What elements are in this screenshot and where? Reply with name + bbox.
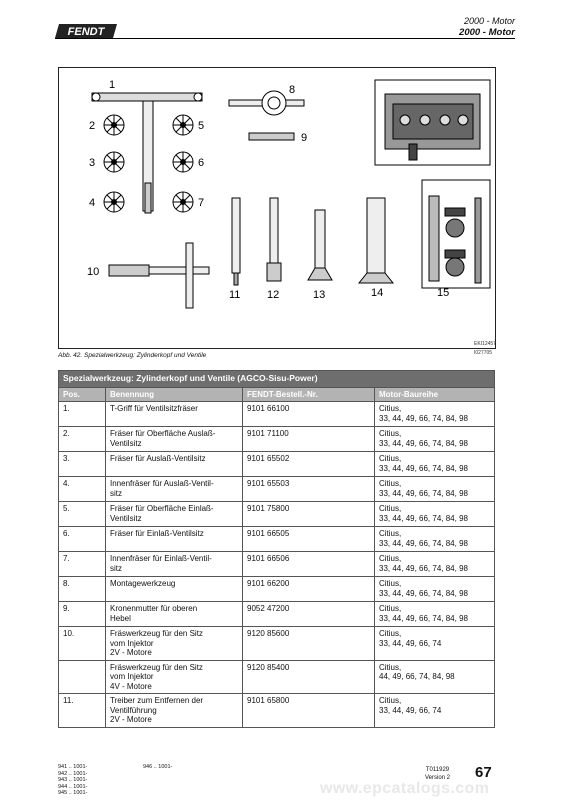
- table-row: [59, 602, 495, 627]
- col-header-order-nr: FENDT-Bestell.-Nr.: [243, 387, 375, 402]
- table-row: [59, 477, 495, 502]
- tool-14-driver: [359, 198, 393, 283]
- cell-name: Fräser für Oberfläche Einlaß- Ventilsitz: [106, 502, 243, 527]
- cell-name: Innenfräser für Auslaß-Ventil- sitz: [106, 477, 243, 502]
- cell-name: Fräswerkzeug für den Sitz vom Injektor 4V - Motore: [106, 660, 243, 694]
- callout-5: 5: [198, 120, 205, 132]
- svg-text:FENDT: FENDT: [67, 26, 105, 38]
- figure-caption: Abb. 42. Spezialwerkzeug: Zylinderkopf und Ventile: [58, 352, 207, 359]
- watermark: www.epcatalogs.com: [320, 780, 490, 797]
- cell-engine-series: Citius, 33, 44, 49, 66, 74: [375, 694, 495, 728]
- table-row: [59, 552, 495, 577]
- tool-4-cutter: [104, 192, 124, 212]
- cell-order-nr: 9052 47200: [243, 602, 375, 627]
- cell-name: Innenfräser für Einlaß-Ventil- sitz: [106, 552, 243, 577]
- cell-pos: 8.: [59, 577, 106, 602]
- section-title: 2000 - Motor: [463, 16, 515, 26]
- callout-15: 15: [437, 287, 450, 299]
- callout-4: 4: [89, 197, 96, 209]
- cell-name: Fräser für Auslaß-Ventilsitz: [106, 452, 243, 477]
- figure-id: EKI12457: [474, 341, 496, 347]
- cell-pos: 3.: [59, 452, 106, 477]
- cell-engine-series: Citius, 33, 44, 49, 66, 74, 84, 98: [375, 402, 495, 427]
- table-body: [59, 402, 495, 728]
- table-row: [59, 694, 495, 728]
- callout-7: 7: [198, 197, 205, 209]
- callout-10: 10: [87, 266, 100, 278]
- cell-engine-series: Citius, 33, 44, 49, 66, 74, 84, 98: [375, 452, 495, 477]
- footer-model: 944 .. 1001-: [58, 783, 88, 790]
- footer-model: 945 .. 1001-: [58, 790, 88, 796]
- tool-3-cutter: [104, 152, 124, 172]
- col-header-engine-series: Motor-Baureihe: [375, 387, 495, 402]
- cell-order-nr: 9101 66200: [243, 577, 375, 602]
- cell-engine-series: Citius, 33, 44, 49, 66, 74, 84, 98: [375, 552, 495, 577]
- cell-order-nr: 9101 66505: [243, 527, 375, 552]
- callout-8: 8: [289, 84, 296, 96]
- cell-engine-series: Citius, 33, 44, 49, 66, 74, 84, 98: [375, 477, 495, 502]
- callout-12: 12: [267, 289, 280, 301]
- cell-engine-series: Citius, 33, 44, 49, 66, 74, 84, 98: [375, 527, 495, 552]
- callout-1: 1: [109, 79, 116, 91]
- footer-model: 942 .. 1001-: [58, 770, 88, 777]
- cell-pos: 11.: [59, 694, 106, 728]
- tool-6-cutter: [173, 152, 193, 172]
- cell-order-nr: 9120 85600: [243, 627, 375, 661]
- figure-id-2: I027705: [474, 350, 493, 356]
- table-row: [59, 660, 495, 694]
- cell-order-nr: 9101 65800: [243, 694, 375, 728]
- callout-11: 11: [229, 289, 241, 301]
- cell-order-nr: 9101 75800: [243, 502, 375, 527]
- tool-5-cutter: [173, 115, 193, 135]
- tool-15-image: [422, 180, 490, 288]
- footer-model: 943 .. 1001-: [58, 777, 88, 783]
- cell-engine-series: Citius, 33, 44, 49, 66, 74, 84, 98: [375, 577, 495, 602]
- table-title: Spezialwerkzeug: Zylinderkopf und Ventile (AGCO-Sisu-Power): [59, 371, 495, 388]
- tool-2-cutter: [104, 115, 124, 135]
- tool-figure: [58, 67, 496, 349]
- header-rule: [55, 38, 515, 39]
- cell-order-nr: 9101 65502: [243, 452, 375, 477]
- special-tools-table: [58, 370, 495, 728]
- cell-pos: 10.: [59, 627, 106, 661]
- cell-name: Treiber zum Entfernen der Ventilführung 2V - Motore: [106, 694, 243, 728]
- doc-number: T011929: [425, 767, 450, 773]
- cell-engine-series: Citius, 33, 44, 49, 66, 74, 84, 98: [375, 602, 495, 627]
- cell-pos: 2.: [59, 427, 106, 452]
- cell-engine-series: Citius, 33, 44, 49, 66, 74, 84, 98: [375, 502, 495, 527]
- cell-order-nr: 9120 85400: [243, 660, 375, 694]
- tool-10-milling-tool: [109, 243, 209, 308]
- fendt-logo: [55, 24, 117, 38]
- table-row: [59, 452, 495, 477]
- callout-9: 9: [301, 132, 308, 144]
- cell-engine-series: Citius, 44, 49, 66, 74, 84, 98: [375, 660, 495, 694]
- section-header: [459, 16, 515, 38]
- tool-7-cutter: [173, 192, 193, 212]
- cell-order-nr: 9101 66506: [243, 552, 375, 577]
- tool-illustration: [59, 68, 495, 348]
- cell-pos: 9.: [59, 602, 106, 627]
- cell-name: Montagewerkzeug: [106, 577, 243, 602]
- footer-models: [58, 764, 87, 797]
- tool-13-driver: [308, 210, 332, 280]
- cell-pos: 1.: [59, 402, 106, 427]
- page-number: 67: [475, 764, 492, 781]
- callout-2: 2: [89, 120, 96, 132]
- cell-name: Fräswerkzeug für den Sitz vom Injektor 2V - Motore: [106, 627, 243, 661]
- table-row: [59, 577, 495, 602]
- cell-pos: [59, 660, 106, 694]
- cell-name: Kronenmutter für oberen Hebel: [106, 602, 243, 627]
- callout-13: 13: [313, 289, 326, 301]
- table-row: [59, 627, 495, 661]
- cell-pos: 5.: [59, 502, 106, 527]
- tool-12-driver: [267, 198, 281, 281]
- callout-3: 3: [89, 157, 96, 169]
- table-row: [59, 527, 495, 552]
- cell-engine-series: Citius, 33, 44, 49, 66, 74: [375, 627, 495, 661]
- cell-order-nr: 9101 65503: [243, 477, 375, 502]
- tool-9-nut: [249, 133, 294, 140]
- cell-pos: 7.: [59, 552, 106, 577]
- col-header-name: Benennung: [106, 387, 243, 402]
- tool-11-driver: [232, 198, 240, 285]
- doc-version: Version 2: [425, 775, 451, 781]
- cell-pos: 6.: [59, 527, 106, 552]
- cell-name: Fräser für Einlaß-Ventilsitz: [106, 527, 243, 552]
- col-header-pos: Pos.: [59, 387, 106, 402]
- cell-engine-series: Citius, 33, 44, 49, 66, 74, 84, 98: [375, 427, 495, 452]
- cell-name: Fräser für Oberfläche Auslaß- Ventilsitz: [106, 427, 243, 452]
- table-row: [59, 502, 495, 527]
- cylinder-head-image: [375, 80, 490, 165]
- cell-pos: 4.: [59, 477, 106, 502]
- callout-14: 14: [371, 287, 384, 299]
- section-title-bold: 2000 - Motor: [459, 27, 515, 38]
- cell-order-nr: 9101 66100: [243, 402, 375, 427]
- table-row: [59, 427, 495, 452]
- cell-name: T-Griff für Ventilsitzfräser: [106, 402, 243, 427]
- table-row: [59, 402, 495, 427]
- footer-model: 941 .. 1001-: [58, 764, 88, 770]
- callout-6: 6: [198, 157, 205, 169]
- footer-model-mid: 946 .. 1001-: [143, 764, 173, 770]
- cell-order-nr: 9101 71100: [243, 427, 375, 452]
